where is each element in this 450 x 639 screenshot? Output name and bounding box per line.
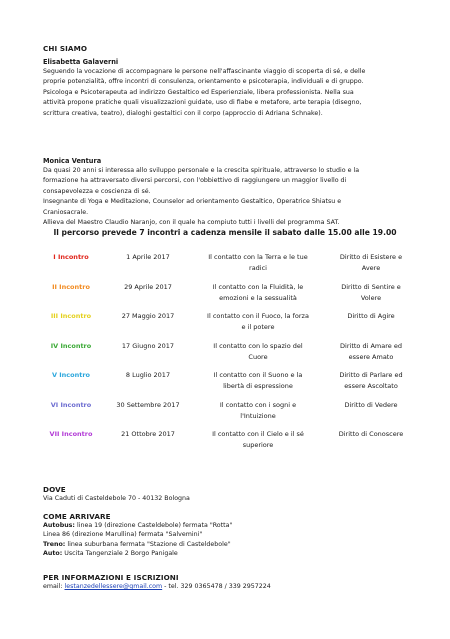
schedule-row — [40, 252, 420, 282]
theme-line: e il potere — [241, 323, 275, 331]
theme-line: Il contatto con il Suono e la — [213, 371, 303, 379]
right-line: Diritto di Vedere — [344, 400, 398, 409]
bio-line: Da quasi 20 anni si interessa allo sviluppo personale e la crescita spirituale, attraverso lo studio e la — [43, 167, 360, 174]
dove-address: Via Caduti di Casteldebole 70 - 40132 Bologna — [43, 495, 190, 502]
session-date: 1 Aprile 2017 — [126, 253, 170, 261]
course-headline: Il percorso prevede 7 incontri a cadenza mensile il sabato dalle 15.00 alle 19.00 — [53, 228, 397, 237]
transport-label: Auto: — [43, 550, 63, 558]
session-date: 21 Ottobre 2017 — [121, 430, 175, 438]
dove-title: DOVE — [43, 485, 66, 494]
session-right — [322, 341, 420, 363]
session-label: IV Incontro — [50, 341, 92, 350]
session-theme — [194, 370, 322, 392]
person-2-name: Monica Ventura — [43, 157, 102, 165]
transport-text: linea suburbana fermata "Stazione di Casteldebole" — [65, 540, 231, 548]
session-theme — [194, 282, 322, 304]
transport-text: Uscita Tangenziale 2 Borgo Panigale — [62, 550, 178, 558]
right-line: essere Amato — [348, 352, 394, 361]
bio-line: attività propone pratiche quali visualizzazioni guidate, uso di fiabe e metafore, arte terapia (disegno, — [43, 99, 362, 107]
session-label: VI Incontro — [50, 400, 92, 409]
schedule-row — [40, 370, 420, 400]
session-date: 17 Giugno 2017 — [121, 341, 175, 350]
schedule-row — [40, 311, 420, 341]
directions-list — [43, 521, 232, 559]
schedule-row — [40, 429, 420, 459]
directions-line — [43, 530, 232, 539]
bio-line: consapevolezza e coscienza di sé. — [43, 187, 151, 195]
bio-line: Craniosacrale. — [43, 208, 89, 216]
chi-siamo-title: CHI SIAMO — [43, 44, 88, 53]
right-line: Diritto di Agire — [347, 312, 395, 320]
theme-line: Il contatto con il Fuoco, la forza — [207, 312, 309, 320]
transport-text: linea 19 (direzione Casteldebole) fermata "Rotta" — [74, 522, 233, 529]
right-line: Avere — [361, 264, 381, 272]
bio-line: Psicologa e Psicoterapeuta ad indirizzo Gestaltico ed Esperienziale, libera professionista. Nella sua — [43, 88, 354, 96]
theme-line: radici — [249, 264, 267, 272]
theme-line: Il contatto con il Cielo e il sé — [212, 430, 304, 438]
session-theme — [194, 252, 322, 274]
session-theme — [194, 429, 322, 451]
session-theme — [194, 311, 322, 333]
session-theme — [194, 400, 322, 422]
schedule-row — [40, 282, 420, 312]
come-arrivare-title: COME ARRIVARE — [43, 512, 111, 521]
person-1-bio — [43, 67, 408, 119]
right-line: Volere — [360, 293, 382, 302]
bio-line: Allieva del Maestro Claudio Naranjo, con il quale ha compiuto tutti i livelli del programma SAT. — [43, 219, 340, 227]
session-right — [322, 311, 420, 322]
directions-line — [43, 549, 232, 558]
right-line: Diritto di Esistere e — [339, 253, 403, 261]
session-right — [322, 400, 420, 411]
session-right — [322, 282, 420, 304]
directions-line — [43, 540, 232, 549]
schedule-row — [40, 341, 420, 371]
right-line: Diritto di Sentire e — [341, 282, 401, 291]
phone-numbers: - tel. 329 0365478 / 339 2957224 — [162, 583, 271, 590]
session-theme — [194, 341, 322, 363]
theme-line: superiore — [242, 441, 274, 449]
right-line: essere Ascoltato — [344, 382, 398, 390]
session-date: 29 Aprile 2017 — [124, 282, 172, 291]
transport-label: Autobus: — [43, 522, 75, 529]
schedule-row — [40, 400, 420, 430]
bio-line: scrittura creativa, teatro), dialoghi gestaltici con il corpo (approccio di Adriana Schnake). — [43, 109, 323, 117]
bio-line: formazione ha attraversato diversi percorsi, con l'obbiettivo di raggiungere un maggior livello di — [43, 177, 347, 185]
session-label: VII Incontro — [49, 430, 93, 438]
right-line: Diritto di Conoscere — [338, 430, 404, 438]
session-date: 30 Settembre 2017 — [116, 400, 180, 409]
theme-line: Il contatto con la Fluidità, le — [212, 282, 304, 291]
email-label: email: — [43, 583, 65, 590]
session-date: 27 Maggio 2017 — [121, 312, 175, 320]
session-date: 8 Luglio 2017 — [125, 371, 171, 379]
theme-line: Cuore — [248, 352, 268, 361]
theme-line: Il contatto con la Terra e le tue — [208, 253, 308, 261]
session-label: I Incontro — [53, 253, 89, 261]
session-right — [322, 429, 420, 440]
schedule-list — [40, 252, 420, 459]
bio-line: Seguendo la vocazione di accompagnare le persone nell'affascinante viaggio di scoperta di sé, e delle — [43, 68, 366, 75]
bio-line: proprie potenzialità, offre incontri di consulenza, orientamento e psicoterapia, individuali e di gruppo. — [43, 78, 364, 86]
info-title: PER INFORMAZIONI E ISCRIZIONI — [43, 573, 179, 582]
theme-line: Il contatto con lo spazio del — [213, 341, 303, 350]
directions-line — [43, 521, 232, 530]
right-line: Diritto di Amare ed — [340, 341, 402, 350]
session-right — [322, 370, 420, 392]
contact-line — [43, 582, 271, 591]
theme-line: l'Intuizione — [240, 411, 276, 420]
transport-label: Treno: — [43, 540, 66, 548]
theme-line: emozioni e la sessualità — [219, 293, 297, 302]
transport-text: Linea 86 (direzione Marullina) fermata "Salvemini" — [43, 531, 203, 539]
theme-line: Il contatto con i sogni e — [219, 400, 297, 409]
theme-line: libertà di espressione — [223, 382, 293, 390]
person-2-bio — [43, 166, 408, 228]
session-label: V Incontro — [51, 371, 91, 379]
session-label: III Incontro — [50, 312, 92, 320]
email-link[interactable]: lestanzedellessere@gmail.com — [64, 583, 163, 590]
session-right — [322, 252, 420, 274]
session-label: II Incontro — [52, 282, 90, 291]
person-1-name: Elisabetta Galaverni — [43, 58, 119, 66]
right-line: Diritto di Parlare ed — [339, 371, 403, 379]
bio-line: Insegnante di Yoga e Meditazione, Counselor ad orientamento Gestaltico, Operatrice Shiatsu e — [43, 198, 342, 206]
